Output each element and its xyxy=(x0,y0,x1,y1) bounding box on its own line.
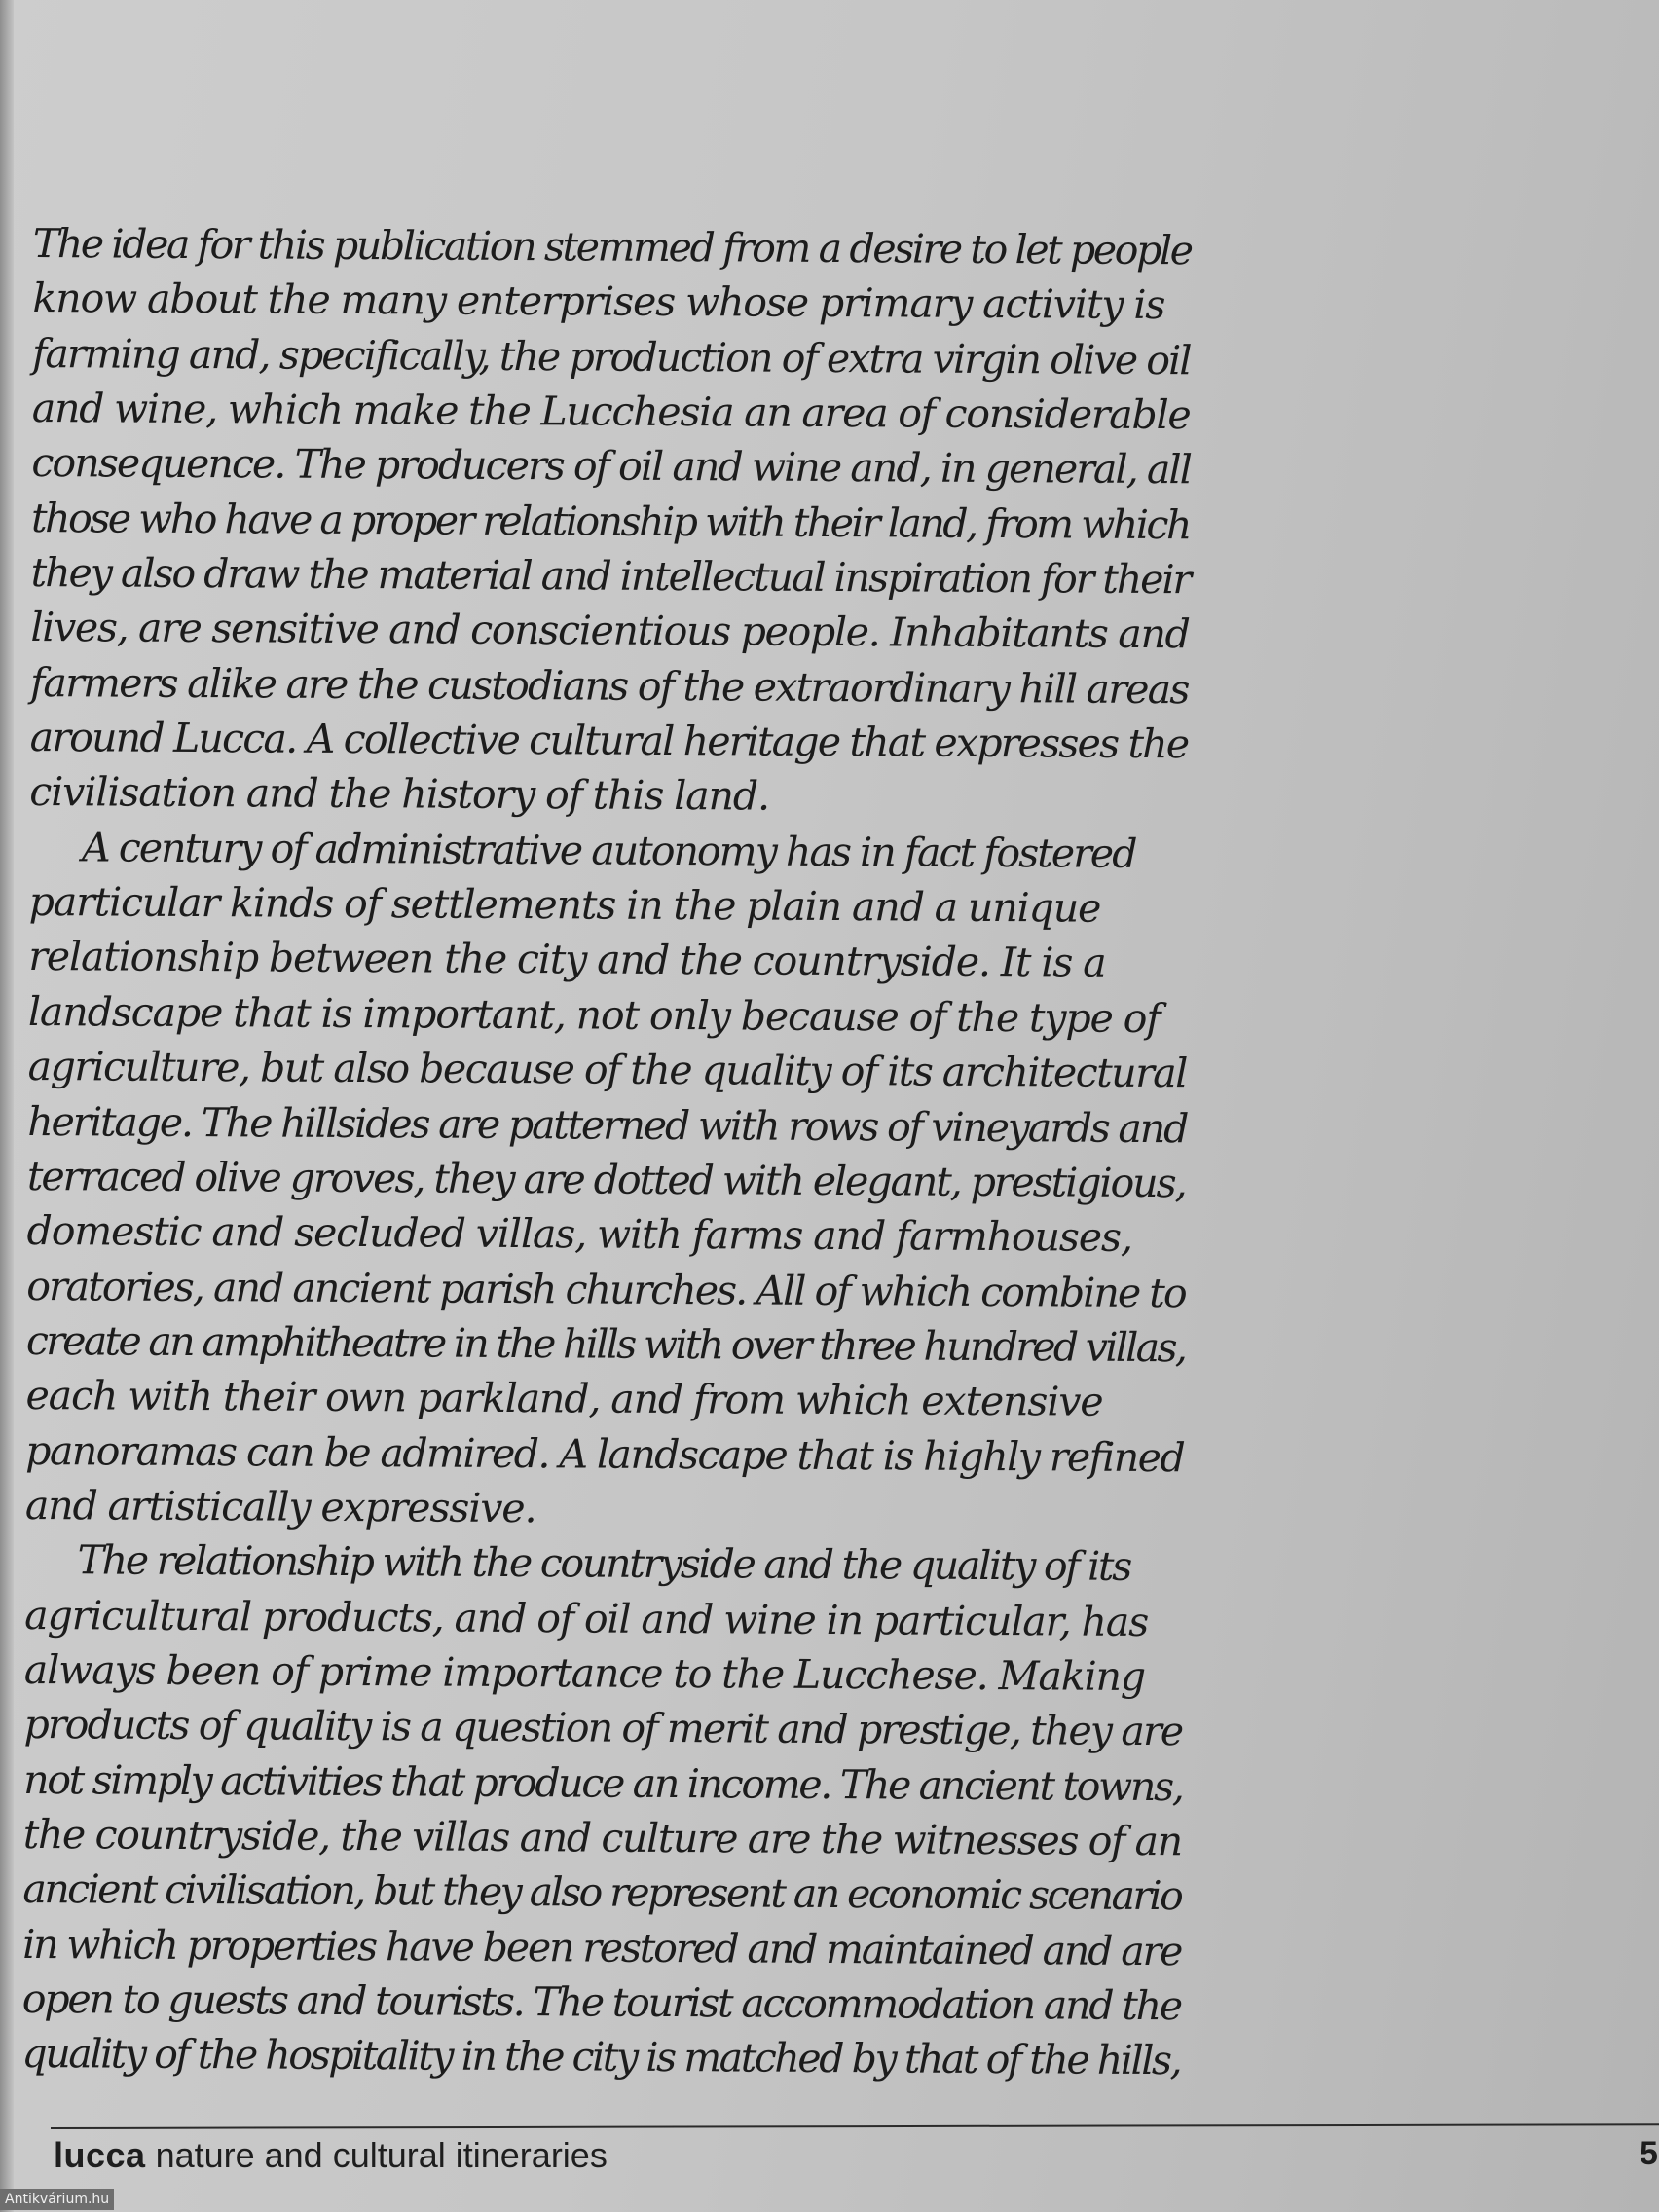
text-line: heritage. The hillsides are patterned with rows of vineyards and xyxy=(27,1097,1188,1152)
footer-subtitle: nature and cultural itineraries xyxy=(145,2135,608,2175)
text-line: open to guests and tourists. The tourist accommodation and the xyxy=(21,1974,1182,2030)
text-line: the countryside, the villas and culture are the witnesses of an xyxy=(22,1810,1182,1865)
text-line: always been of prime importance to the Lucchese. Making xyxy=(23,1645,1146,1700)
running-footer xyxy=(54,2134,608,2177)
page-edge-shadow xyxy=(0,0,14,2212)
text-line: those who have a proper relationship with their land, from which xyxy=(30,494,1190,548)
text-line: The relationship with the countryside and the quality of its xyxy=(77,1536,1131,1591)
text-line: each with their own parkland, and from which extensive xyxy=(25,1372,1103,1425)
footer-rule xyxy=(51,2123,1659,2129)
footer-brand: lucca xyxy=(54,2135,146,2175)
text-line: agriculture, but also because of the quality of its architectural xyxy=(27,1043,1188,1097)
text-line: products of quality is a question of merit and prestige, they are xyxy=(23,1701,1183,1755)
text-line: civilisation and the history of this land. xyxy=(29,768,770,821)
watermark: Antikvárium.hu xyxy=(0,2189,114,2210)
text-line: consequence. The producers of oil and wine and, in general, all xyxy=(31,439,1192,494)
text-line: know about the many enterprises whose primary activity is xyxy=(32,275,1165,329)
text-line: panoramas can be admired. A landscape that is highly refined xyxy=(25,1426,1185,1481)
text-line: around Lucca. A collective cultural heritage that expresses the xyxy=(29,714,1189,768)
text-line: farmers alike are the custodians of the extraordinary hill areas xyxy=(29,658,1189,714)
text-line: ancient civilisation, but they also represent an economic scenario xyxy=(22,1865,1182,1920)
text-line: in which properties have been restored and maintained and are xyxy=(22,1920,1182,1974)
text-line: farming and, specifically, the production of extra virgin olive oil xyxy=(31,329,1191,384)
text-line: landscape that is important, not only because of the type of xyxy=(27,987,1161,1042)
text-line: and artistically expressive. xyxy=(24,1481,536,1532)
text-line: agricultural products, and of oil and wine in particular, has xyxy=(24,1591,1149,1645)
text-line: relationship between the city and the countryside. It is a xyxy=(28,933,1106,987)
text-line: and wine, which make the Lucchesia an area of considerable xyxy=(31,385,1191,439)
page-number: 5 xyxy=(1640,2135,1658,2172)
text-line: create an amphitheatre in the hills with over three hundred villas, xyxy=(25,1316,1186,1372)
body-text xyxy=(21,216,1192,2088)
text-line: A century of administrative autonomy has in fact fostered xyxy=(81,824,1136,877)
text-line: lives, are sensitive and conscientious people. Inhabitants and xyxy=(30,604,1190,658)
text-line: they also draw the material and intellectual inspiration for their xyxy=(30,549,1191,604)
text-line: oratories, and ancient parish churches. All of which combine to xyxy=(26,1262,1186,1316)
text-line: The idea for this publication stemmed from a desire to let people xyxy=(32,219,1192,275)
text-line: domestic and secluded villas, with farms and farmhouses, xyxy=(26,1207,1133,1262)
text-line: terraced olive groves, they are dotted with elegant, prestigious, xyxy=(26,1152,1186,1207)
text-line: quality of the hospitality in the city is matched by that of the hills, xyxy=(21,2030,1181,2084)
text-line: particular kinds of settlements in the plain and a unique xyxy=(28,878,1101,932)
text-line: not simply activities that produce an income. The ancient towns, xyxy=(23,1755,1183,1810)
